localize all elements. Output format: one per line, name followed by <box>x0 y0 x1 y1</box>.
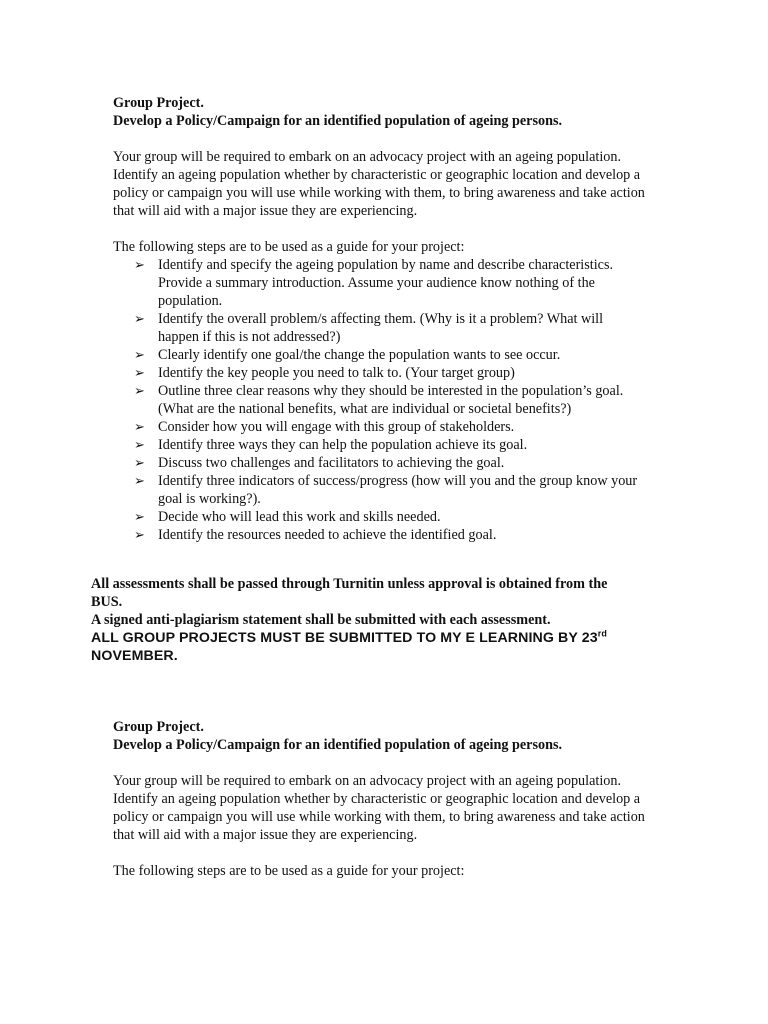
section-1 <box>113 94 693 544</box>
paragraph-line: that will aid with a major issue they are experiencing. <box>113 203 418 219</box>
section-1-subheading: Develop a Policy/Campaign for an identified population of ageing persons. <box>113 113 563 129</box>
section-2-steps-intro: The following steps are to be used as a guide for your project: <box>113 863 465 879</box>
section-1-heading: Group Project. <box>113 95 204 111</box>
deadline-notice <box>91 629 691 647</box>
arrow-bullet-icon: ➢ <box>134 383 145 398</box>
step-item <box>113 508 693 526</box>
section-1-paragraph <box>113 148 693 220</box>
section-2-subheading: Develop a Policy/Campaign for an identified population of ageing persons. <box>113 737 563 753</box>
step-line: Identify and specify the ageing population by name and describe characteristics. <box>158 257 614 273</box>
arrow-bullet-icon: ➢ <box>134 311 145 326</box>
arrow-bullet-icon: ➢ <box>134 455 145 470</box>
plagiarism-notice: A signed anti-plagiarism statement shall be submitted with each assessment. <box>91 612 551 628</box>
submission-notice <box>91 575 691 665</box>
step-line: Decide who will lead this work and skills needed. <box>158 509 441 525</box>
deadline-ordinal: rd <box>597 628 607 639</box>
step-line: Identify the overall problem/s affecting them. (Why is it a problem? What will <box>158 311 604 327</box>
paragraph-line: Identify an ageing population whether by characteristic or geographic location and develop a <box>113 167 641 183</box>
section-2 <box>113 718 693 880</box>
step-item <box>113 454 693 472</box>
step-line: Identify the key people you need to talk to. (Your target group) <box>158 365 515 381</box>
step-line: population. <box>158 293 223 309</box>
arrow-bullet-icon: ➢ <box>134 437 145 452</box>
steps-list <box>113 256 693 544</box>
step-item <box>113 256 693 310</box>
arrow-bullet-icon: ➢ <box>134 257 145 272</box>
step-line: Identify the resources needed to achieve the identified goal. <box>158 527 497 543</box>
step-line: Clearly identify one goal/the change the population wants to see occur. <box>158 347 561 363</box>
step-item <box>113 310 693 346</box>
arrow-bullet-icon: ➢ <box>134 365 145 380</box>
step-line: happen if this is not addressed?) <box>158 329 341 345</box>
step-line: Consider how you will engage with this group of stakeholders. <box>158 419 515 435</box>
step-line: Outline three clear reasons why they should be interested in the population’s goal. <box>158 383 624 399</box>
section-1-steps-intro: The following steps are to be used as a guide for your project: <box>113 239 465 255</box>
step-item <box>113 418 693 436</box>
arrow-bullet-icon: ➢ <box>134 527 145 542</box>
deadline-text: ALL GROUP PROJECTS MUST BE SUBMITTED TO MY E LEARNING BY 23 <box>91 630 598 646</box>
paragraph-line: Your group will be required to embark on an advocacy project with an ageing population. <box>113 149 621 165</box>
arrow-bullet-icon: ➢ <box>134 473 145 488</box>
step-item <box>113 382 693 418</box>
paragraph-line: that will aid with a major issue they are experiencing. <box>113 827 418 843</box>
deadline-notice-month: NOVEMBER. <box>91 648 178 664</box>
step-line: goal is working?). <box>158 491 261 507</box>
step-item <box>113 472 693 508</box>
step-item <box>113 436 693 454</box>
step-line: Identify three indicators of success/progress (how will you and the group know your <box>158 473 638 489</box>
paragraph-line: Identify an ageing population whether by characteristic or geographic location and develop a <box>113 791 641 807</box>
turnitin-notice-line: All assessments shall be passed through Turnitin unless approval is obtained from the <box>91 576 608 592</box>
paragraph-line: policy or campaign you will use while working with them, to bring awareness and take action <box>113 809 645 825</box>
section-2-heading: Group Project. <box>113 719 204 735</box>
step-item <box>113 346 693 364</box>
step-item <box>113 526 693 544</box>
section-2-paragraph <box>113 772 693 844</box>
step-line: (What are the national benefits, what are individual or societal benefits?) <box>158 401 572 417</box>
arrow-bullet-icon: ➢ <box>134 509 145 524</box>
turnitin-notice-line: BUS. <box>91 594 123 610</box>
step-item <box>113 364 693 382</box>
step-line: Provide a summary introduction. Assume your audience know nothing of the <box>158 275 595 291</box>
paragraph-line: policy or campaign you will use while working with them, to bring awareness and take action <box>113 185 645 201</box>
step-line: Discuss two challenges and facilitators to achieving the goal. <box>158 455 505 471</box>
arrow-bullet-icon: ➢ <box>134 419 145 434</box>
arrow-bullet-icon: ➢ <box>134 347 145 362</box>
step-line: Identify three ways they can help the population achieve its goal. <box>158 437 528 453</box>
paragraph-line: Your group will be required to embark on an advocacy project with an ageing population. <box>113 773 621 789</box>
